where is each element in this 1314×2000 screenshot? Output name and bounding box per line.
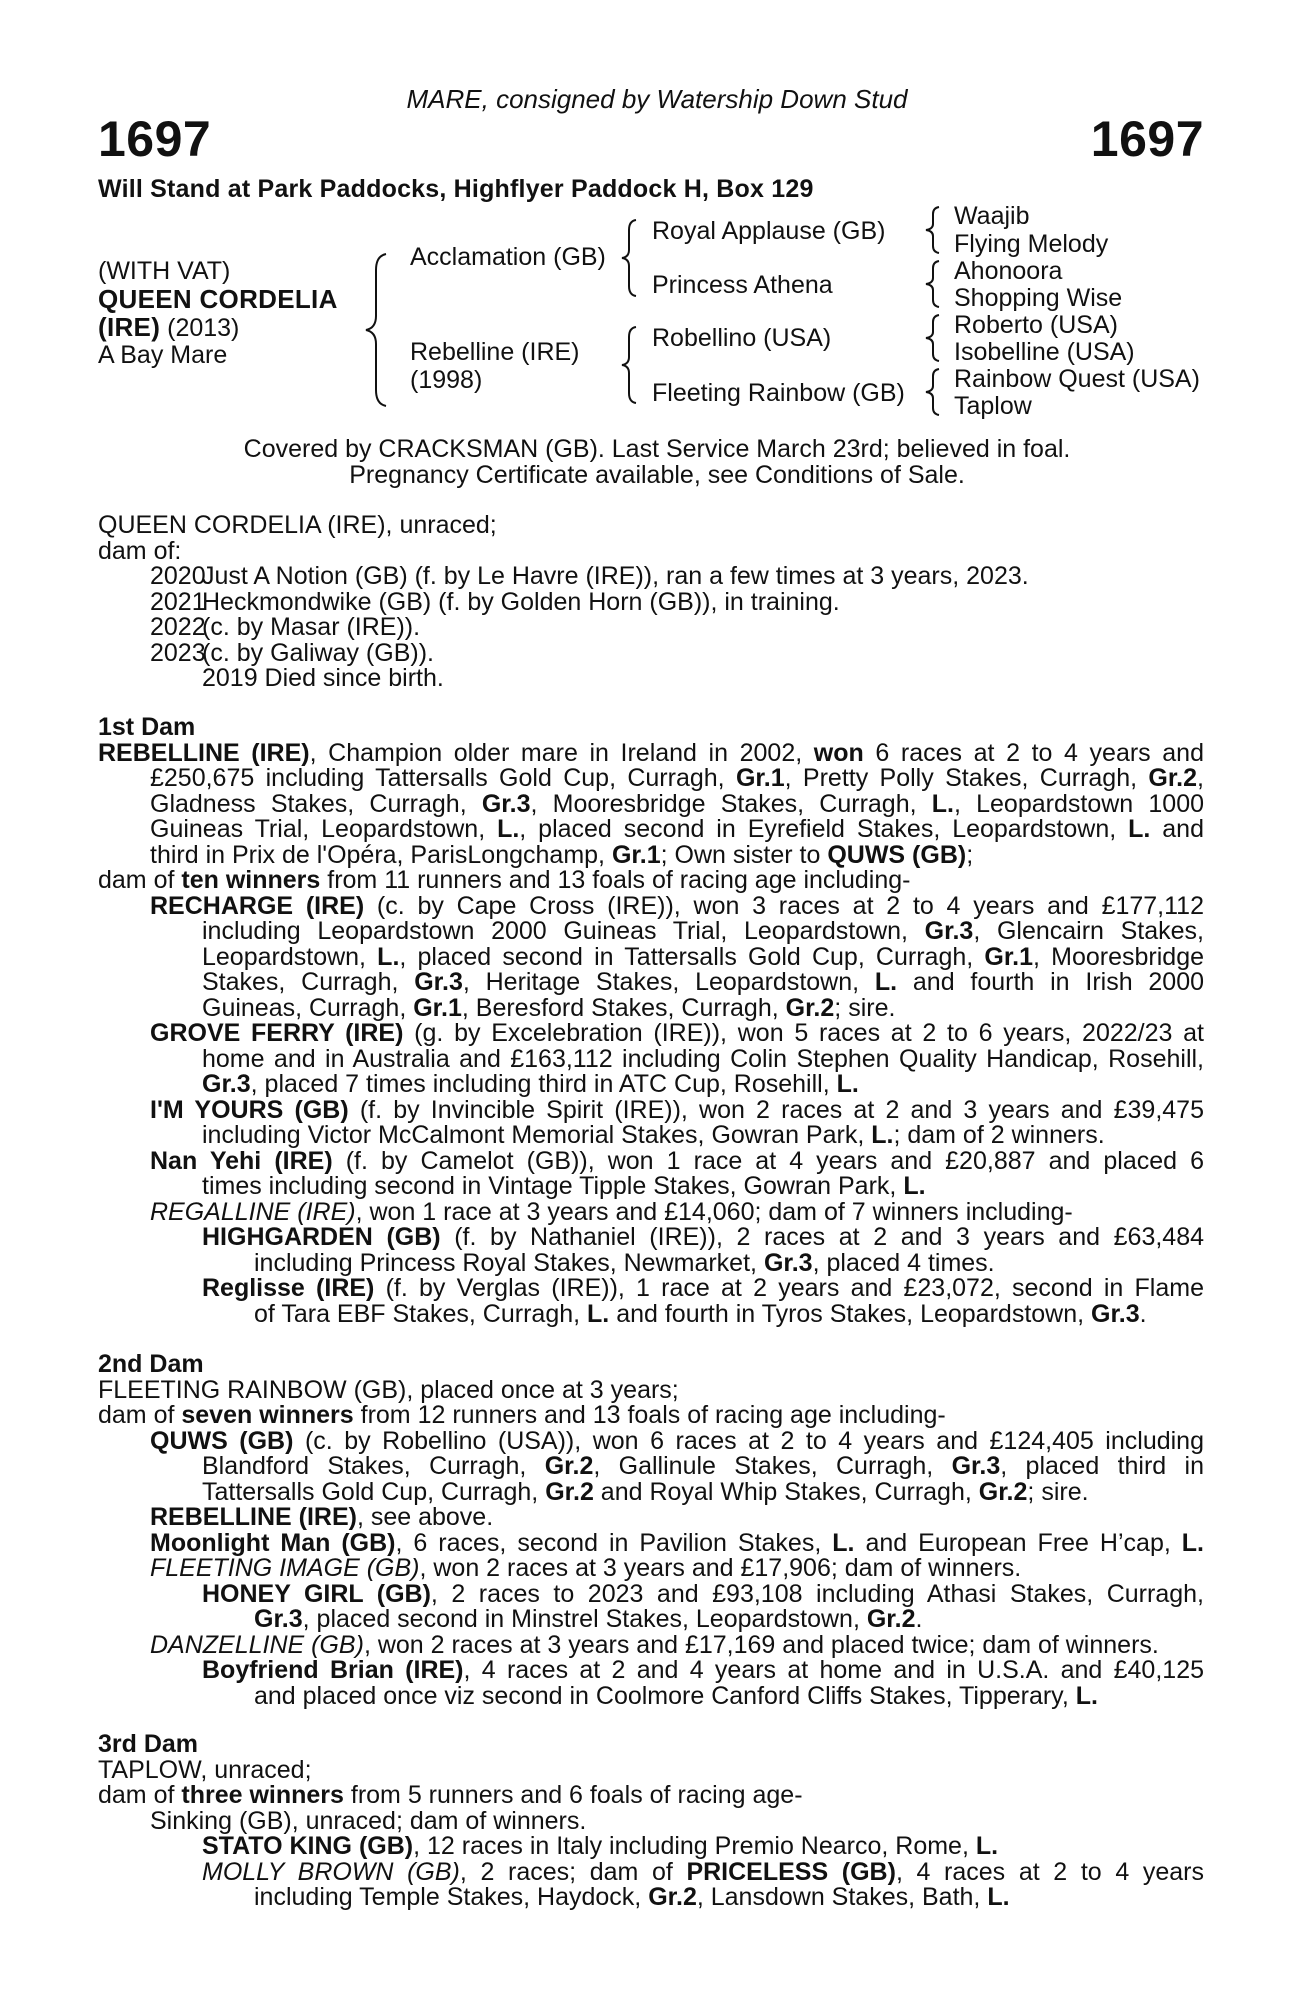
dam-name: Rebelline (IRE): [410, 338, 580, 366]
produce-row: [98, 564, 1204, 590]
progeny-entry: [98, 1834, 1204, 1860]
ped-dds: Rainbow Quest (USA): [954, 365, 1200, 393]
sire-sire: Royal Applause (GB): [652, 217, 886, 245]
text: , see above.: [356, 1503, 494, 1531]
text: Stakes, Curragh,: [202, 968, 415, 996]
dam3-line: TAPLOW, unraced;: [98, 1755, 312, 1784]
dam1-line: [98, 840, 1204, 869]
text: from 12 runners and 13 foals of racing age including-: [353, 1401, 946, 1429]
produce-text: (c. by Galiway (GB)).: [202, 638, 434, 667]
progeny-line: [98, 919, 1204, 945]
text: third in Prix de l'Opéra, ParisLongchamp,: [150, 840, 612, 869]
progeny-entry: [98, 1276, 1204, 1302]
progeny-name: REBELLINE (IRE): [150, 1503, 357, 1531]
listed-label: L.: [975, 1832, 999, 1860]
dam1-line: [98, 766, 1204, 792]
text: (c. by Robellino (USA)), won 6 races at 2 to 4 years and £124,405 including: [293, 1426, 1204, 1455]
text: , 4 races at 2 to 4 years: [895, 1857, 1204, 1886]
progeny-name: DANZELLINE (GB): [150, 1630, 364, 1659]
produce-text: Just A Notion (GB) (f. by Le Havre (IRE)), ran a few times at 3 years, 2023.: [202, 562, 1029, 590]
text: and placed once viz second in Coolmore Canford Cliffs Stakes, Tipperary,: [254, 1681, 1076, 1710]
group-label: Gr.2: [1148, 764, 1198, 792]
progeny-name: STATO KING (GB): [202, 1832, 414, 1860]
progeny-line: [98, 993, 1204, 1022]
text: Blandford Stakes, Curragh,: [202, 1452, 545, 1480]
text: .: [1139, 1299, 1147, 1328]
text: dam of: [98, 1401, 182, 1429]
text: (g. by Excelebration (IRE)), won 5 races at 2 to 6 years, 2022/23 at: [403, 1019, 1204, 1047]
listed-label: L.: [1181, 1528, 1204, 1557]
listed-label: L.: [1128, 815, 1151, 843]
winners-count: three winners: [181, 1781, 344, 1809]
produce-record: [98, 513, 1204, 692]
text: , Leopardstown 1000: [953, 789, 1204, 818]
ped-ssd: Flying Melody: [954, 230, 1109, 258]
second-dam-heading: 2nd Dam: [98, 1350, 204, 1378]
main-brace: [368, 250, 398, 410]
progeny-name: FLEETING IMAGE (GB): [150, 1554, 420, 1582]
text: (c. by Cape Cross (IRE)), won 3 races at 2 to 4 years and £177,112: [364, 891, 1204, 920]
text: of Tara EBF Stakes, Curragh,: [254, 1299, 588, 1328]
progeny-name: HIGHGARDEN (GB): [202, 1223, 441, 1251]
progeny-entry: [98, 1556, 1204, 1582]
group-label: Gr.3: [202, 1070, 251, 1098]
progeny-name: GROVE FERRY (IRE): [150, 1019, 404, 1047]
text: ; sire.: [1027, 1477, 1089, 1506]
stand-location: Will Stand at Park Paddocks, Highflyer Paddock H, Box 129: [98, 175, 814, 203]
dam3-line: [98, 1783, 1204, 1809]
text: , Mooresbridge Stakes, Curragh,: [530, 789, 932, 818]
progeny-line: [98, 1072, 1204, 1098]
text: Leopardstown,: [202, 942, 378, 971]
group-label: Gr.2: [545, 1477, 594, 1506]
produce-text: (c. by Masar (IRE)).: [202, 613, 421, 641]
produce-text: Heckmondwike (GB) (f. by Golden Horn (GB)), in training.: [202, 587, 840, 616]
progeny-line: [98, 1885, 1204, 1911]
progeny-line: [98, 1123, 1204, 1149]
listed-label: L.: [497, 815, 520, 843]
text: , Lansdown Stakes, Bath,: [696, 1883, 988, 1911]
group-label: Gr.3: [254, 1605, 303, 1633]
text: ;: [966, 840, 974, 869]
progeny-entry: [98, 1225, 1204, 1251]
text: and Royal Whip Stakes, Curragh,: [593, 1477, 979, 1506]
dam2-line: [98, 1403, 1204, 1429]
produce-row: [98, 615, 1204, 641]
progeny-line: [98, 1174, 1204, 1200]
ped-sdd: Shopping Wise: [954, 284, 1123, 312]
progeny-entry: [98, 1658, 1204, 1684]
dam1-line: [98, 817, 1204, 843]
produce-text: 2019 Died since birth.: [202, 664, 444, 692]
progeny-line: [98, 1248, 1204, 1277]
brace-dd: [926, 367, 948, 417]
produce-dam-of: dam of:: [98, 536, 182, 565]
text: dam of: [98, 1781, 182, 1809]
text: from 11 runners and 13 foals of racing age including-: [320, 866, 911, 894]
dam-dam: Fleeting Rainbow (GB): [652, 379, 905, 407]
text: from 5 runners and 6 foals of racing age-: [343, 1781, 803, 1809]
second-dam-section: [98, 1352, 1204, 1709]
sire-dam: Princess Athena: [652, 271, 833, 299]
progeny-name: QUWS (GB): [150, 1426, 294, 1455]
dam-year: (1998): [410, 366, 483, 394]
group-label: Gr.2: [648, 1883, 697, 1911]
text: , Pretty Polly Stakes, Curragh,: [784, 764, 1149, 792]
horse-description: A Bay Mare: [98, 341, 228, 370]
progeny-entry: [98, 1021, 1204, 1047]
pregnancy-line: Pregnancy Certificate available, see Conditions of Sale.: [349, 461, 965, 489]
text: Gladness Stakes, Curragh,: [150, 789, 482, 818]
text: times including second in Vintage Tipple Stakes, Gowran Park,: [202, 1172, 904, 1200]
progeny-line: [98, 1607, 1204, 1633]
third-dam-heading: 3rd Dam: [98, 1730, 199, 1758]
third-dam-section: [98, 1732, 1204, 1911]
ped-sds: Ahonoora: [954, 257, 1063, 285]
progeny-line: [98, 1299, 1204, 1328]
group-label: Gr.1: [735, 764, 785, 792]
group-label: Gr.2: [978, 1477, 1028, 1506]
text: , won 2 races at 3 years and £17,169 and placed twice; dam of winners.: [363, 1630, 1159, 1659]
group-label: Gr.2: [544, 1452, 594, 1480]
dam1-line: [98, 789, 1204, 818]
horse-name: QUEEN CORDELIA: [98, 284, 338, 314]
text: Guineas, Curragh,: [202, 993, 414, 1022]
text: , 12 races in Italy including Premio Nearco, Rome,: [413, 1832, 976, 1860]
text: (f. by Camelot (GB)), won 1 race at 4 years and £20,887 and placed 6: [332, 1146, 1204, 1175]
horse-year: (2013): [160, 314, 240, 343]
lot-number-left: 1697: [98, 111, 212, 167]
produce-year: 2022: [150, 613, 206, 641]
text: Tattersalls Gold Cup, Curragh,: [202, 1477, 546, 1506]
horse-identity: [98, 258, 338, 369]
text: , won 2 races at 3 years and £17,906; dam of winners.: [419, 1554, 1022, 1582]
progeny-name: MOLLY BROWN (GB): [202, 1857, 460, 1886]
first-dam-section: [98, 715, 1204, 1327]
group-label: Gr.2: [785, 993, 835, 1022]
text: , placed 4 times.: [812, 1248, 995, 1277]
produce-year: 2023: [150, 638, 206, 667]
progeny-entry: Sinking (GB), unraced; dam of winners.: [150, 1806, 587, 1835]
progeny-entry: [98, 1857, 1204, 1886]
listed-label: L.: [903, 1172, 926, 1200]
text: , 2 races; dam of: [459, 1857, 687, 1886]
winners-count: ten winners: [181, 866, 321, 894]
progeny-line: [98, 1681, 1204, 1710]
group-label: Gr.3: [924, 917, 974, 945]
listed-label: L.: [832, 1528, 855, 1557]
ped-sss: Waajib: [954, 202, 1030, 230]
text: , won 1 race at 3 years and £14,060; dam of 7 winners including-: [355, 1197, 1073, 1226]
horse-suffix: (IRE): [98, 312, 161, 343]
group-label: Gr.3: [481, 789, 531, 818]
text: (f. by Invincible Spirit (IRE)), won 2 races at 2 and 3 years and £39,475: [348, 1095, 1204, 1124]
group-label: Gr.3: [1091, 1299, 1140, 1328]
ped-ddd: Taplow: [954, 392, 1032, 420]
group-label: Gr.3: [414, 968, 463, 996]
progeny-name: Reglisse (IRE): [202, 1274, 375, 1302]
text: , Beresford Stakes, Curragh,: [461, 993, 786, 1022]
produce-row: [98, 638, 1204, 667]
progeny-name: I'M YOURS (GB): [150, 1095, 349, 1124]
text: including Temple Stakes, Haydock,: [254, 1883, 649, 1911]
listed-label: L.: [987, 1883, 1010, 1911]
progeny-entry: [98, 1426, 1204, 1455]
listed-label: L.: [836, 1070, 859, 1098]
first-dam-heading: 1st Dam: [98, 713, 196, 741]
progeny-entry: [98, 1146, 1204, 1175]
group-label: Gr.3: [763, 1248, 813, 1277]
text: , placed second in Tattersalls Gold Cup, Curragh,: [399, 942, 985, 971]
listed-label: L.: [874, 968, 898, 996]
text: , 6 races, second in Pavilion Stakes,: [395, 1528, 833, 1557]
produce-intro: QUEEN CORDELIA (IRE), unraced;: [98, 511, 497, 539]
dam2-line: FLEETING RAINBOW (GB), placed once at 3 years;: [98, 1375, 679, 1404]
progeny-entry: [98, 1630, 1204, 1659]
text: and fourth in Irish 2000: [897, 968, 1205, 996]
text: and fourth in Tyros Stakes, Leopardstown,: [609, 1299, 1092, 1328]
sire-brace: [622, 218, 646, 298]
dam-name: REBELLINE (IRE): [98, 738, 310, 767]
progeny-name: REGALLINE (IRE): [150, 1197, 356, 1226]
text: Guineas Trial, Leopardstown,: [150, 815, 498, 843]
vat-label: (WITH VAT): [98, 257, 231, 285]
horse-origin-year: [98, 313, 338, 342]
consignor-line: MARE, consigned by Watership Down Stud: [406, 84, 908, 114]
text: including Princess Royal Stakes, Newmarket,: [254, 1248, 764, 1277]
produce-row: [98, 587, 1204, 616]
group-label: Gr.1: [413, 993, 462, 1022]
progeny-entry: [98, 1579, 1204, 1608]
brace-ds: [926, 313, 948, 363]
brace-ss: [926, 205, 948, 255]
progeny-name: Moonlight Man (GB): [150, 1528, 396, 1557]
progeny-name: Boyfriend Brian (IRE): [202, 1656, 464, 1684]
text: 6 races at 2 to 4 years and: [863, 738, 1204, 767]
dam-brace: [622, 325, 646, 405]
text: (f. by Nathaniel (IRE)), 2 races at 2 and 3 years and £63,484: [440, 1223, 1204, 1251]
text: (f. by Verglas (IRE)), 1 race at 2 years and £23,072, second in Flame: [374, 1274, 1204, 1302]
progeny-line: [98, 942, 1204, 971]
ped-dsd: Isobelline (USA): [954, 338, 1135, 366]
progeny-entry: [98, 1505, 1204, 1531]
listed-label: L.: [1075, 1681, 1098, 1710]
progeny-name: RECHARGE (IRE): [150, 891, 365, 920]
text: including Victor McCalmont Memorial Stakes, Gowran Park,: [202, 1121, 872, 1149]
produce-year: 2020: [150, 562, 206, 590]
progeny-name: PRICELESS (GB): [686, 1857, 896, 1886]
text: ; dam of 2 winners.: [893, 1121, 1105, 1149]
progeny-line: [98, 1454, 1204, 1480]
progeny-line: [98, 1477, 1204, 1506]
progeny-line: home and in Australia and £163,112 including Colin Stephen Quality Handicap, Rosehill,: [202, 1044, 1204, 1073]
text: .: [915, 1605, 923, 1633]
sibling-name: QUWS (GB): [827, 840, 967, 869]
listed-label: L.: [871, 1121, 894, 1149]
progeny-line: [98, 970, 1204, 996]
covered-line: Covered by CRACKSMAN (GB). Last Service March 23rd; believed in foal.: [243, 435, 1071, 463]
text: , Glencairn Stakes,: [973, 917, 1204, 945]
listed-label: L.: [587, 1299, 610, 1328]
text: , Champion older mare in Ireland in 2002,: [309, 738, 814, 767]
dam1-line: [98, 868, 1204, 894]
dam-sire: Robellino (USA): [652, 324, 832, 352]
text: , placed 7 times including third in ATC Cup, Rosehill,: [250, 1070, 837, 1098]
progeny-entry: [98, 891, 1204, 920]
ped-dss: Roberto (USA): [954, 311, 1118, 339]
brace-sd: [926, 259, 948, 309]
text: and European Free H’cap,: [854, 1528, 1182, 1557]
progeny-entry: [98, 1197, 1204, 1226]
group-label: Gr.2: [866, 1605, 916, 1633]
text: , 4 races at 2 and 4 years at home and in U.S.A. and £40,125: [463, 1656, 1204, 1684]
text: , placed second in Minstrel Stakes, Leopardstown,: [302, 1605, 867, 1633]
won-label: won: [813, 738, 864, 767]
text: , 2 races to 2023 and £93,108 including Athasi Stakes, Curragh,: [430, 1579, 1204, 1608]
text: including Leopardstown 2000 Guineas Trial, Leopardstown,: [202, 917, 925, 945]
text: , Mooresbridge: [1033, 942, 1204, 971]
produce-row: [98, 666, 1204, 692]
text: , Gallinule Stakes, Curragh,: [593, 1452, 952, 1480]
listed-label: L.: [931, 789, 954, 818]
dam1-line: [98, 738, 1204, 767]
text: , Heritage Stakes, Leopardstown,: [462, 968, 875, 996]
text: £250,675 including Tattersalls Gold Cup, Curragh,: [150, 764, 736, 792]
progeny-entry: [98, 1095, 1204, 1124]
text: ; sire.: [834, 993, 896, 1022]
text: ,: [1197, 764, 1204, 792]
text: , placed second in Eyrefield Stakes, Leopardstown,: [519, 815, 1129, 843]
group-label: Gr.3: [951, 1452, 1001, 1480]
listed-label: L.: [377, 942, 400, 971]
progeny-name: Nan Yehi (IRE): [150, 1146, 333, 1175]
winners-count: seven winners: [181, 1401, 354, 1429]
progeny-entry: [98, 1528, 1204, 1557]
produce-year: 2021: [150, 587, 206, 616]
text: , placed third in: [1000, 1452, 1205, 1480]
group-label: Gr.1: [611, 840, 661, 869]
lot-number-right: 1697: [1090, 111, 1204, 167]
group-label: Gr.1: [984, 942, 1034, 971]
sire-name: Acclamation (GB): [410, 243, 606, 271]
text: ; Own sister to: [660, 840, 828, 869]
progeny-name: HONEY GIRL (GB): [202, 1579, 431, 1608]
text: and: [1150, 815, 1204, 843]
text: dam of: [98, 866, 182, 894]
